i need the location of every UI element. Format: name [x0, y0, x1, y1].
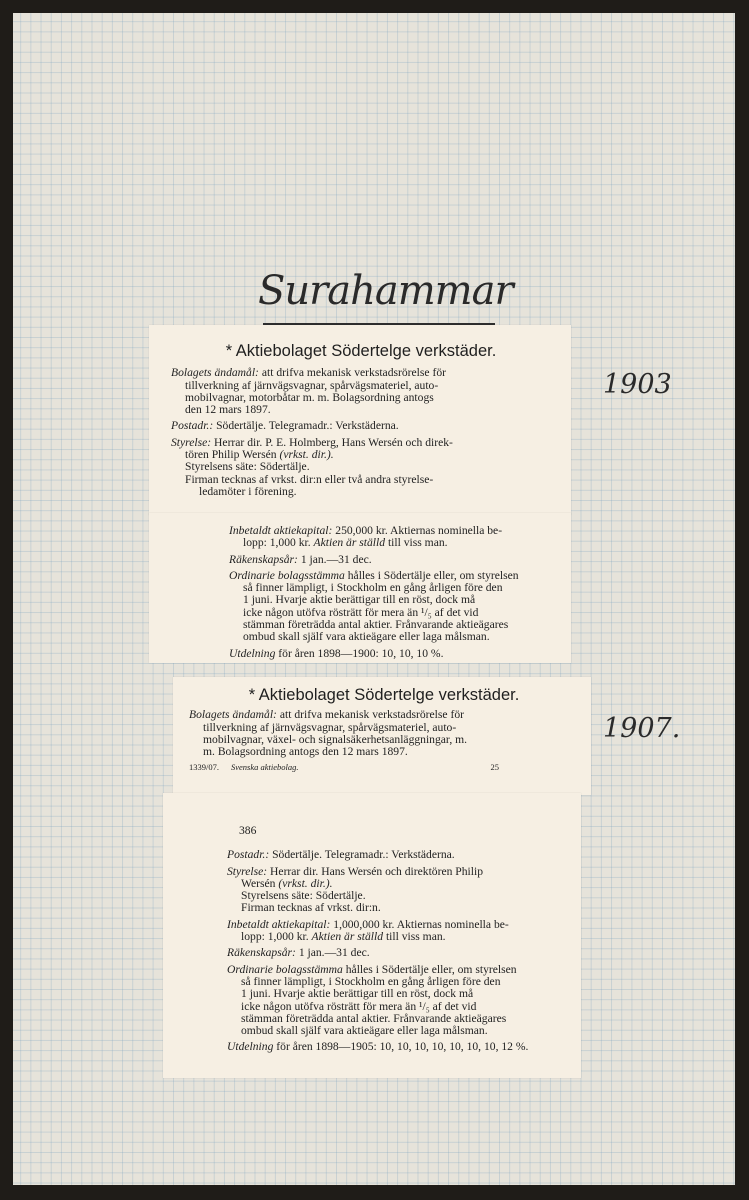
clipping-1903-heading: * Aktiebolaget Södertelge verkstäder.: [225, 342, 497, 360]
label-andamal: Bolagets ändamål:: [171, 366, 259, 380]
entry-kapital-1907: [227, 919, 567, 944]
footer-title: Svenska aktiebolag.: [230, 762, 299, 773]
stamma-line-4: icke någon utöfva rösträtt för mera än ¹/₅ af det vid: [241, 999, 477, 1013]
kapital-lopp: lopp: 1,000 kr.: [243, 536, 311, 550]
styrelse-role: (vrkst. dir.).: [278, 876, 333, 890]
stamma-line-6: ombud skall själf vara aktieägare eller laga målsman.: [241, 1024, 488, 1038]
styrelse-role: (vrkst. dir.).: [279, 448, 334, 462]
label-rakenskap: Räkenskapsår:: [227, 946, 296, 960]
clipping-1903-bottom: [149, 513, 571, 663]
kapital-tail: till viss man.: [387, 536, 448, 550]
stamma-line-5: stämman företrädda antal aktier. Frånvarande aktieägares: [243, 618, 509, 632]
kapital-tail: till viss man.: [385, 930, 446, 944]
entry-utdelning-1907: [227, 1041, 567, 1053]
clipping-1907-bottom: [163, 793, 581, 1078]
entry-andamal-1903: [171, 367, 551, 416]
andamal-line-3: mobilvagnar, växel- och signalsäkerhetsanläggningar, m.: [203, 732, 468, 746]
styrelse-name: tören Philip Wersén: [185, 448, 277, 462]
styrelse-name: Wersén: [241, 876, 276, 890]
andamal-line-4: den 12 mars 1897.: [185, 403, 271, 417]
styrelse-sate: Styrelsens säte: Södertälje.: [185, 460, 310, 474]
entry-rakenskap-1907: [227, 947, 567, 959]
label-postadr: Postadr.:: [171, 419, 214, 433]
firma-line: Firman tecknas af vrkst. dir:n.: [241, 901, 381, 915]
styrelse-line-1: Herrar dir. P. E. Holmberg, Hans Wersén och direk-: [214, 435, 453, 449]
kapital-line-1: 250,000 kr. Aktiernas nominella be-: [335, 524, 503, 537]
graph-paper-sheet: [13, 13, 735, 1185]
clipping-1907-heading: * Aktiebolaget Södertelge verkstäder.: [248, 686, 520, 704]
stamma-line-1: hålles i Södertälje eller, om styrelsen: [345, 962, 517, 976]
page-footer: [189, 761, 579, 773]
label-stamma: Ordinarie bolagsstämma: [229, 568, 345, 582]
footer-ref: 1339/07.: [189, 762, 219, 773]
handwritten-title: Surahammar: [258, 268, 513, 314]
andamal-line-1: att drifva mekanisk verkstadsrörelse för: [279, 708, 464, 722]
clipping-1903-details: [229, 525, 549, 664]
stamma-line-5: stämman företrädda antal aktier. Frånvarande aktieägares: [241, 1011, 507, 1025]
entry-postadr-1903: [171, 420, 551, 432]
entry-stamma-1907: [227, 964, 567, 1038]
label-styrelse: Styrelse:: [171, 435, 212, 449]
styrelse-sate: Styrelsens säte: Södertälje.: [241, 889, 366, 903]
label-postadr: Postadr.:: [227, 848, 270, 862]
label-rakenskap: Räkenskapsår:: [229, 552, 298, 566]
entry-stamma-1903: [229, 570, 549, 644]
postadr-text: Södertälje. Telegramadr.: Verkstäderna.: [216, 419, 399, 433]
kapital-stalld: Aktien är ställd: [313, 536, 386, 550]
andamal-line-4: m. Bolagsordning antogs den 12 mars 1897.: [203, 745, 408, 759]
label-kapital: Inbetaldt aktiekapital:: [227, 917, 331, 931]
label-styrelse: Styrelse:: [227, 864, 268, 878]
label-kapital: Inbetaldt aktiekapital:: [229, 524, 333, 537]
entry-andamal-1907: [189, 709, 579, 758]
kapital-line-1: 1,000,000 kr. Aktiernas nominella be-: [333, 917, 509, 931]
kapital-line-2: [229, 537, 549, 549]
firma-line-2: ledamöter i förening.: [199, 484, 297, 498]
andamal-line-1: att drifva mekanisk verkstadsrörelse för: [261, 366, 446, 380]
kapital-stalld: Aktien är ställd: [311, 930, 384, 944]
stamma-line-6: ombud skall själf vara aktieägare eller laga målsman.: [243, 630, 490, 644]
clipping-1907-details: [227, 825, 567, 1058]
label-utdelning: Utdelning: [227, 1040, 274, 1054]
postadr-text: Södertälje. Telegramadr.: Verkstäderna.: [272, 848, 455, 862]
entry-styrelse-1903: [171, 437, 551, 498]
utdelning-text: för åren 1898—1900: 10, 10, 10 %.: [278, 646, 444, 660]
kapital-line-2: [227, 931, 567, 943]
styrelse-line-1: Herrar dir. Hans Wersén och direktören Philip: [270, 864, 484, 878]
andamal-line-2: tillverkning af järnvägsvagnar, spårvägsmateriel, auto-: [185, 378, 439, 392]
stamma-line-3: 1 juni. Hvarje aktie berättigar till en röst, dock må: [241, 987, 474, 1001]
clipping-1903-body: [171, 367, 551, 498]
stamma-line-4: icke någon utöfva rösträtt för mera än ¹/₅ af det vid: [243, 605, 479, 619]
footer-page: 25: [490, 762, 499, 773]
rakenskap-text: 1 jan.—31 dec.: [300, 552, 372, 566]
page-number: 386: [239, 824, 257, 837]
clipping-1903-top: [149, 325, 571, 515]
entry-utdelning-1903: [229, 648, 549, 660]
andamal-line-3: mobilvagnar, motorbåtar m. m. Bolagsordning antogs: [185, 390, 434, 404]
entry-postadr-1907: [227, 849, 567, 861]
label-utdelning: Utdelning: [229, 646, 276, 660]
firma-line-1: Firman tecknas af vrkst. dir:n eller två andra styrelse-: [185, 472, 434, 486]
clipping-1907-top: [173, 677, 591, 795]
entry-kapital-1903: [229, 525, 549, 550]
entry-styrelse-1907: [227, 866, 567, 915]
handwritten-year-1907: 1907.: [603, 713, 681, 744]
label-stamma: Ordinarie bolagsstämma: [227, 962, 343, 976]
clipping-1907-body: [189, 709, 579, 773]
kapital-lopp: lopp: 1,000 kr.: [241, 930, 309, 944]
label-andamal: Bolagets ändamål:: [189, 708, 277, 722]
stamma-line-1: hålles i Södertälje eller, om styrelsen: [347, 568, 519, 582]
stamma-line-3: 1 juni. Hvarje aktie berättigar till en röst, dock må: [243, 593, 476, 607]
stamma-line-2: så finner lämpligt, i Stockholm en gång årligen före den: [243, 581, 503, 595]
rakenskap-text: 1 jan.—31 dec.: [298, 946, 370, 960]
handwritten-year-1903: 1903: [603, 369, 672, 400]
andamal-line-2: tillverkning af järnvägsvagnar, spårvägsmateriel, auto-: [203, 720, 457, 734]
stamma-line-2: så finner lämpligt, i Stockholm en gång årligen före den: [241, 974, 501, 988]
entry-rakenskap-1903: [229, 554, 549, 566]
utdelning-text: för åren 1898—1905: 10, 10, 10, 10, 10, 10, 10, 12 %.: [276, 1040, 529, 1054]
